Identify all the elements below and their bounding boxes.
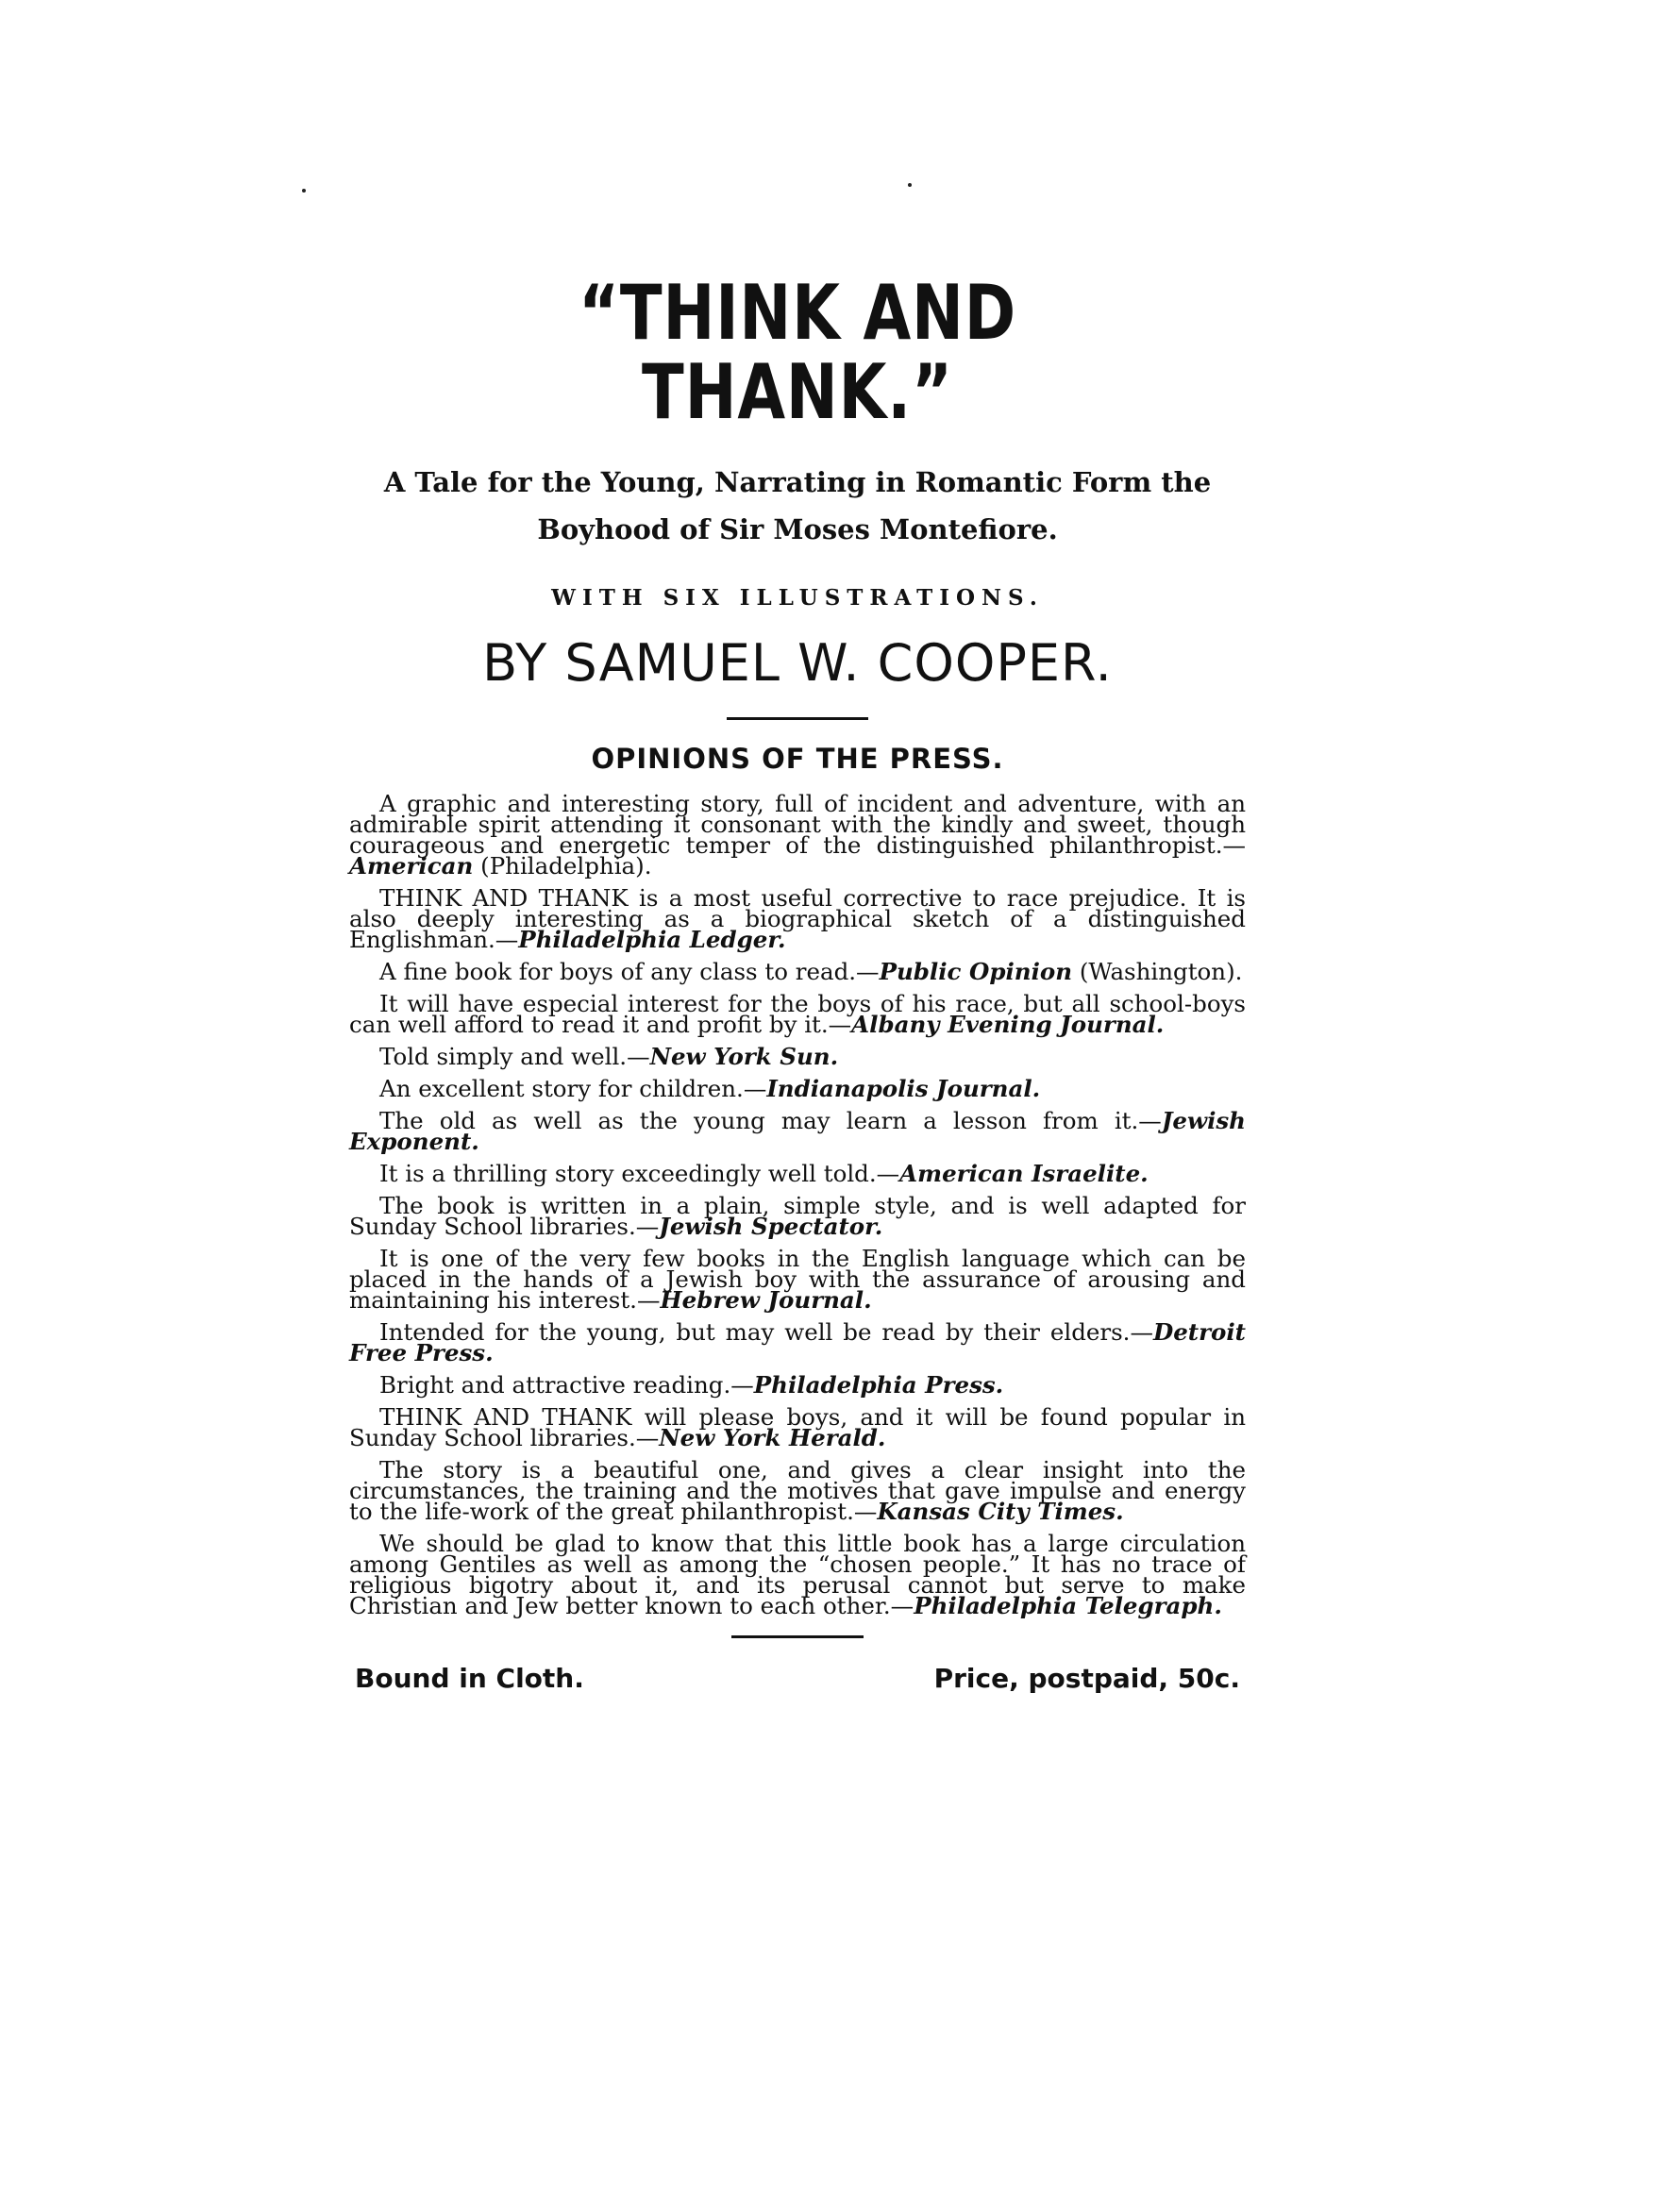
opinion-text: It is one of the very few books in the English language which can be placed in the hands of a Jewish boy with the assurance of arousing and maintaining his interest.— [349,1245,1246,1315]
opinion-text: The old as well as the young may learn a lesson from it.— [379,1107,1162,1135]
opinion-source: Jewish Spectator. [659,1213,883,1241]
opinion-source: Detroit Free Press. [349,1318,1246,1367]
opinion-text: An excellent story for children.— [379,1075,767,1103]
opinion-source: Hebrew Journal. [660,1286,872,1315]
footer [349,1663,1246,1694]
page-speck [908,183,912,187]
press-opinion [349,790,1246,880]
opinion-source-place: (Washington). [1072,958,1243,986]
subtitle-line: Boyhood of Sir Moses Montefiore. [537,513,1058,545]
opinion-text: A graphic and interesting story, full of incident and adventure, with an admirable spirit attending it consonant with the kindly and sweet, though courageous and energetic temper of the distinguished philanthropist.— [349,790,1246,860]
press-opinion [349,1107,1246,1156]
opinion-source: Philadelphia Telegraph. [914,1592,1222,1620]
press-opinion [349,884,1246,954]
opinion-text: A fine book for boys of any class to read.— [379,958,880,986]
press-opinion [349,1371,1246,1399]
opinion-source: Philadelphia Press. [753,1371,1004,1399]
press-opinion [349,1192,1246,1241]
press-opinion [349,990,1246,1039]
opinion-text: Told simply and well.— [379,1043,650,1071]
illustrations-note: WITH SIX ILLUSTRATIONS. [551,585,1044,611]
opinion-source: Philadelphia Ledger. [518,926,786,954]
opinion-source: New York Sun. [649,1043,839,1071]
opinion-source: Jewish Exponent. [349,1107,1246,1156]
opinion-text: Intended for the young, but may well be read by their elders.— [379,1318,1153,1347]
press-opinion [349,1403,1246,1452]
opinion-source: American [349,852,474,880]
press-heading: OPINIONS OF THE PRESS. [591,743,1004,776]
opinion-text: The book is written in a plain, simple style, and is well adapted for Sunday School libraries.— [349,1192,1246,1241]
press-opinion [349,958,1246,986]
page-speck [302,189,306,193]
divider [731,1635,864,1638]
book-subtitle [349,459,1246,553]
opinion-text: We should be glad to know that this little book has a large circulation among Gentiles as well as among the “chosen people.” It has no trace of religious bigotry about it, and its perusal cannot but serve to make Christian and Jew better known to each other.— [349,1530,1246,1620]
press-opinion [349,1530,1246,1620]
press-opinion [349,1160,1246,1188]
opinion-text: THINK AND THANK is a most useful corrective to race prejudice. It is also deeply interesting as a biographical sketch of a distinguished Englishman.— [349,884,1246,954]
press-opinion [349,1075,1246,1103]
press-opinion [349,1318,1246,1367]
opinion-text: THINK AND THANK will please boys, and it will be found popular in Sunday School libraries.— [349,1403,1246,1452]
opinion-source: Public Opinion [879,958,1073,986]
binding-note: Bound in Cloth. [355,1663,584,1695]
opinion-source-place: (Philadelphia). [473,852,652,880]
opinion-text: It is a thrilling story exceedingly well told.— [379,1160,900,1188]
press-opinion [349,1245,1246,1315]
opinion-source: Kansas City Times. [877,1498,1124,1526]
opinion-source: Albany Evening Journal. [851,1011,1165,1039]
opinion-source: New York Herald. [659,1424,886,1452]
opinion-source: American Israelite. [899,1160,1149,1188]
author-line: BY SAMUEL W. COOPER. [482,633,1113,693]
divider [727,717,868,720]
advertisement-page [349,269,1246,1695]
book-title: “THINK AND THANK.” [578,269,1017,436]
press-opinions-list [349,790,1246,1620]
press-opinion [349,1456,1246,1526]
opinion-source: Indianapolis Journal. [766,1075,1041,1103]
opinion-text: Bright and attractive reading.— [379,1371,754,1399]
press-opinion [349,1043,1246,1071]
opinion-text: It will have especial interest for the boys of his race, but all school-boys can well afford to read it and profit by it.— [349,990,1246,1039]
price-note: Price, postpaid, 50c. [933,1663,1240,1695]
opinion-text: The story is a beautiful one, and gives a clear insight into the circumstances, the training and the motives that gave impulse and energy to the life-work of the great philanthropist.— [349,1456,1246,1526]
subtitle-line: A Tale for the Young, Narrating in Romantic Form the [383,466,1212,498]
